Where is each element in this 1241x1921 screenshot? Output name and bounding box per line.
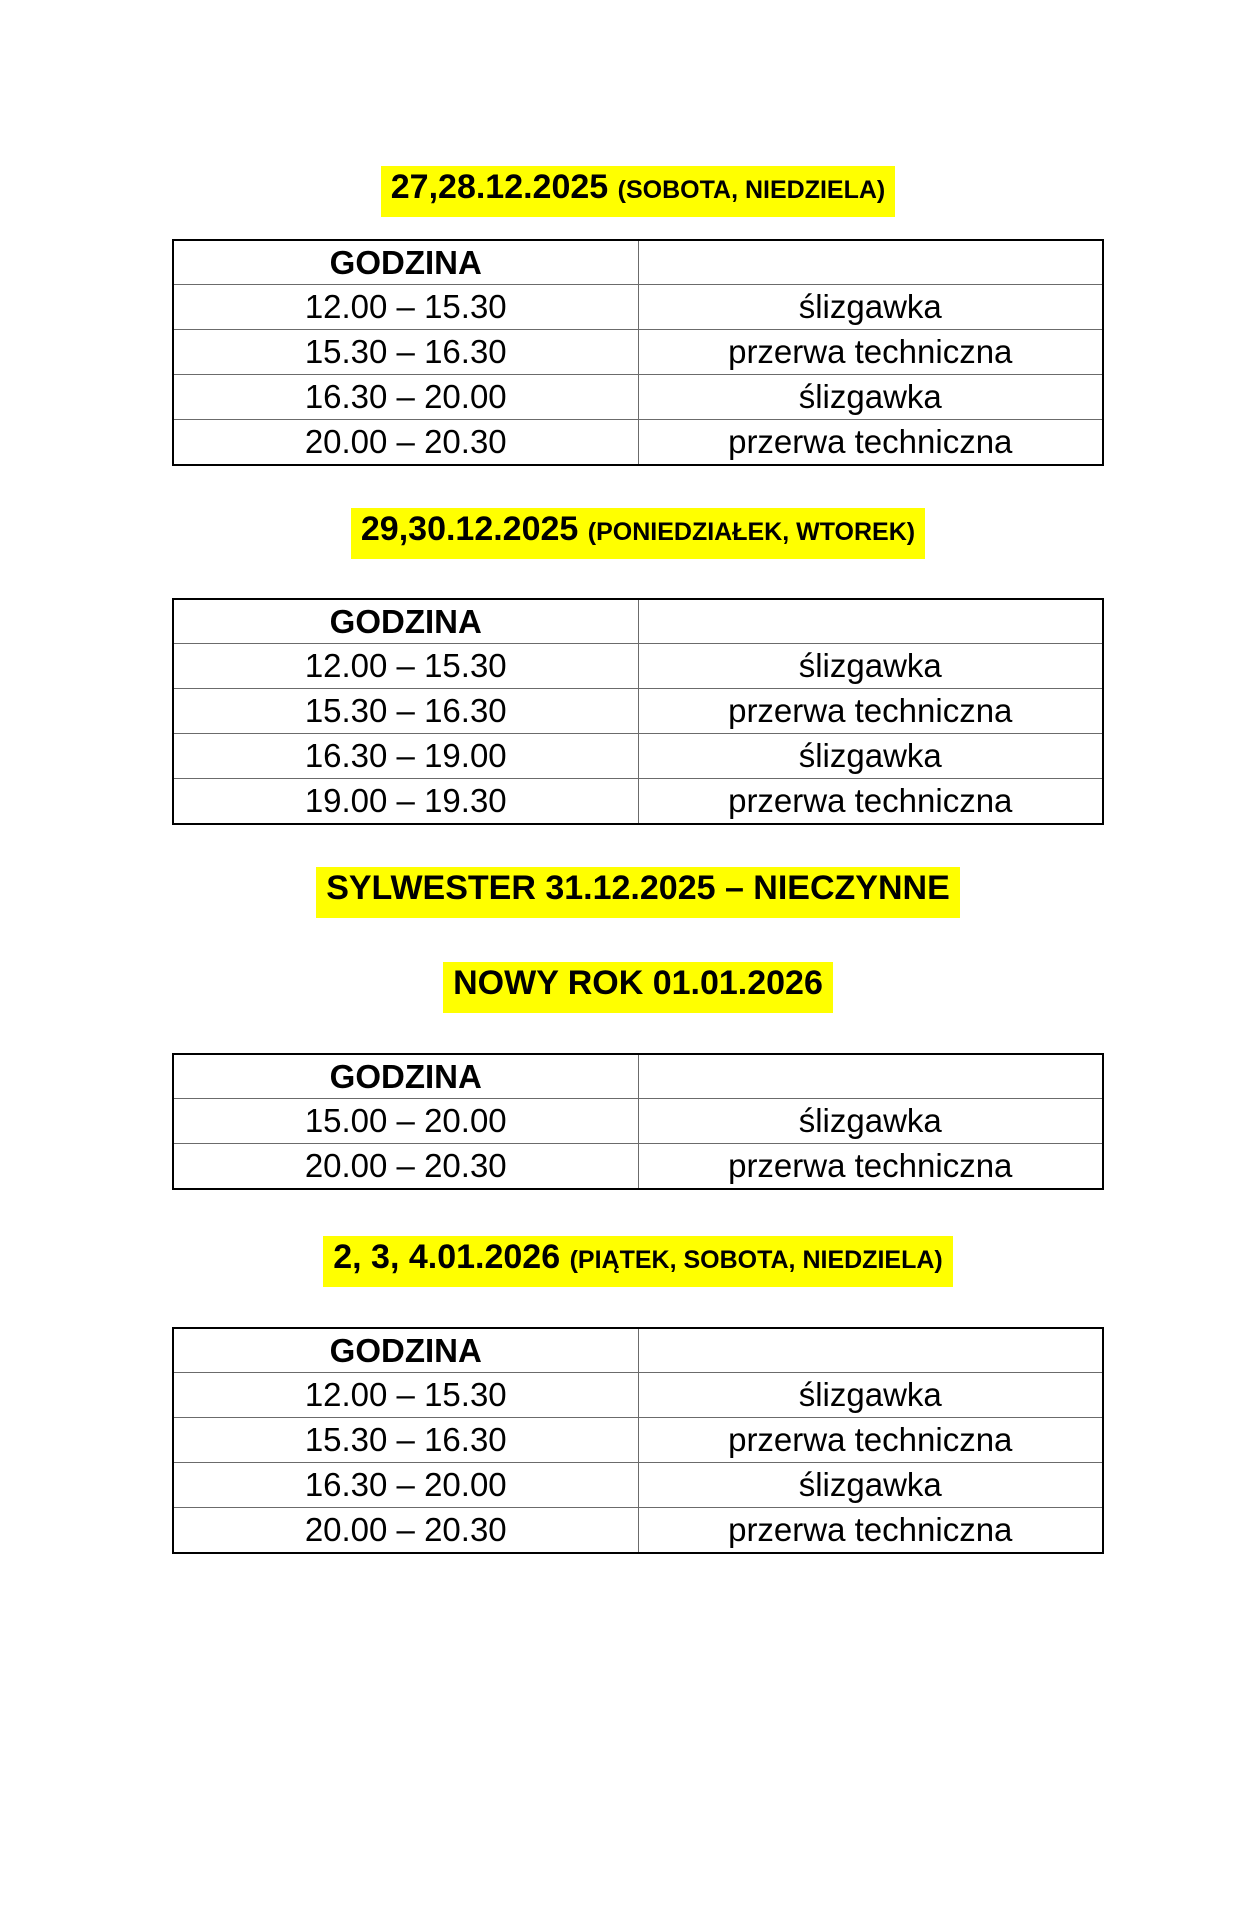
highlighted-heading	[351, 508, 925, 559]
table-row	[173, 1463, 1103, 1508]
schedule-table-jan-2-3-4	[172, 1327, 1104, 1554]
table-header-empty	[638, 1054, 1103, 1099]
table-row	[173, 644, 1103, 689]
time-cell: 15.00 – 20.00	[173, 1099, 638, 1144]
heading-days: (PIĄTEK, SOBOTA, NIEDZIELA)	[569, 1246, 943, 1274]
heading-spacer	[578, 510, 587, 548]
time-cell: 15.30 – 16.30	[173, 330, 638, 375]
activity-cell: przerwa techniczna	[638, 689, 1103, 734]
time-cell: 12.00 – 15.30	[173, 644, 638, 689]
schedule-table-dec-29-30	[172, 598, 1104, 825]
table-header-empty	[638, 599, 1103, 644]
section-heading-dec-27-28	[172, 166, 1104, 217]
table-row	[173, 689, 1103, 734]
table-row	[173, 330, 1103, 375]
heading-date: NOWY ROK 01.01.2026	[453, 964, 823, 1002]
activity-cell: ślizgawka	[638, 644, 1103, 689]
activity-cell: ślizgawka	[638, 734, 1103, 779]
activity-cell: ślizgawka	[638, 285, 1103, 330]
table-row	[173, 779, 1103, 825]
activity-cell: ślizgawka	[638, 1099, 1103, 1144]
table-header-godzina: GODZINA	[173, 1328, 638, 1373]
highlighted-heading	[381, 166, 895, 217]
highlighted-heading	[316, 867, 960, 918]
heading-date: SYLWESTER 31.12.2025 – NIECZYNNE	[326, 869, 950, 907]
table-row	[173, 1418, 1103, 1463]
activity-cell: ślizgawka	[638, 1373, 1103, 1418]
time-cell: 12.00 – 15.30	[173, 285, 638, 330]
table-row	[173, 375, 1103, 420]
time-cell: 16.30 – 20.00	[173, 1463, 638, 1508]
time-cell: 16.30 – 20.00	[173, 375, 638, 420]
activity-cell: ślizgawka	[638, 375, 1103, 420]
table-header-row	[173, 1054, 1103, 1099]
time-cell: 15.30 – 16.30	[173, 1418, 638, 1463]
heading-date: 27,28.12.2025	[390, 168, 609, 206]
table-row	[173, 420, 1103, 466]
table-header-row	[173, 240, 1103, 285]
table-header-godzina: GODZINA	[173, 1054, 638, 1099]
schedule-document	[172, 166, 1104, 1554]
document-page	[0, 166, 1241, 1921]
time-cell: 20.00 – 20.30	[173, 420, 638, 466]
heading-spacer	[560, 1238, 569, 1276]
table-header-row	[173, 599, 1103, 644]
time-cell: 20.00 – 20.30	[173, 1144, 638, 1190]
heading-days: (PONIEDZIAŁEK, WTOREK)	[587, 518, 916, 546]
activity-cell: przerwa techniczna	[638, 420, 1103, 466]
schedule-table-dec-27-28	[172, 239, 1104, 466]
activity-cell: przerwa techniczna	[638, 779, 1103, 825]
time-cell: 15.30 – 16.30	[173, 689, 638, 734]
table-header-empty	[638, 240, 1103, 285]
table-header-empty	[638, 1328, 1103, 1373]
table-row	[173, 734, 1103, 779]
heading-spacer	[608, 168, 617, 206]
table-row	[173, 1373, 1103, 1418]
table-header-godzina: GODZINA	[173, 240, 638, 285]
activity-cell: przerwa techniczna	[638, 1144, 1103, 1190]
time-cell: 20.00 – 20.30	[173, 1508, 638, 1554]
time-cell: 19.00 – 19.30	[173, 779, 638, 825]
section-heading-sylwester	[172, 867, 1104, 918]
heading-days: (SOBOTA, NIEDZIELA)	[617, 176, 886, 204]
time-cell: 16.30 – 19.00	[173, 734, 638, 779]
section-heading-nowy-rok	[172, 962, 1104, 1013]
heading-date: 2, 3, 4.01.2026	[333, 1238, 561, 1276]
table-header-row	[173, 1328, 1103, 1373]
highlighted-heading	[323, 1236, 952, 1287]
heading-date: 29,30.12.2025	[360, 510, 579, 548]
activity-cell: przerwa techniczna	[638, 330, 1103, 375]
activity-cell: przerwa techniczna	[638, 1508, 1103, 1554]
table-row	[173, 285, 1103, 330]
table-row	[173, 1508, 1103, 1554]
activity-cell: przerwa techniczna	[638, 1418, 1103, 1463]
highlighted-heading	[443, 962, 833, 1013]
time-cell: 12.00 – 15.30	[173, 1373, 638, 1418]
schedule-table-nowy-rok	[172, 1053, 1104, 1190]
section-heading-jan-2-3-4	[172, 1236, 1104, 1287]
activity-cell: ślizgawka	[638, 1463, 1103, 1508]
section-heading-dec-29-30	[172, 508, 1104, 559]
table-header-godzina: GODZINA	[173, 599, 638, 644]
table-row	[173, 1099, 1103, 1144]
table-row	[173, 1144, 1103, 1190]
